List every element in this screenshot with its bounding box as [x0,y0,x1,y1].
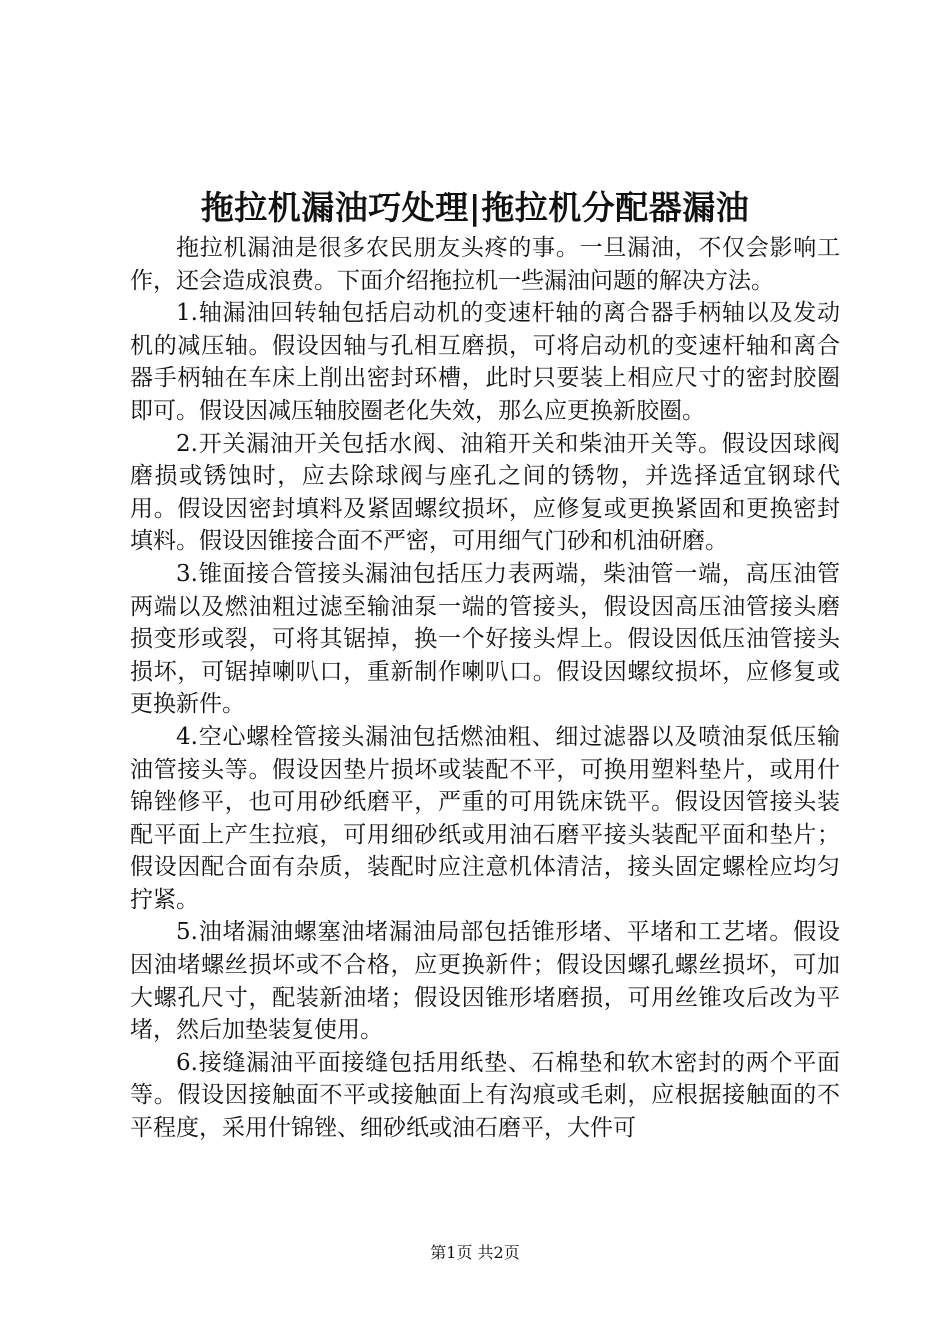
paragraph-shaft-leak: 1.轴漏油回转轴包括启动机的变速杆轴的离合器手柄轴以及发动机的减压轴。假设因轴与孔相互磨损，可将启动机的变速杆轴和离合器手柄轴在车床上削出密封环槽，此时只要装上相应尺寸的密封胶圈即可。假设因减压轴胶圈老化失效，那么应更换新胶圈。 [130,300,840,424]
paragraph-intro: 拖拉机漏油是很多农民朋友头疼的事。一旦漏油，不仅会影响工作，还会造成浪费。下面介绍拖拉机一些漏油问题的解决方法。 [130,235,840,294]
page-footer: 第1页 共2页 [430,1243,520,1262]
paragraph-plug-leak: 5.油堵漏油螺塞油堵漏油局部包括锥形堵、平堵和工艺堵。假设因油堵螺丝损坏或不合格，应更换新件；假设因螺孔螺丝损坏，可加大螺孔尺寸，配装新油堵；假设因锥形堵磨损，可用丝锥攻后改为平堵，然后加垫装复使用。 [130,919,840,1044]
paragraph-seam-leak: 6.接缝漏油平面接缝包括用纸垫、石棉垫和软木密封的两个平面等。假设因接触面不平或接触面上有沟痕或毛刺，应根据接触面的不平程度，采用什锦锉、细砂纸或油石磨平，大件可 [130,1049,840,1142]
paragraph-hollow-bolt-leak: 4.空心螺栓管接头漏油包括燃油粗、细过滤器以及喷油泵低压输油管接头等。假设因垫片损坏或装配不平，可换用塑料垫片，或用什锦锉修平，也可用砂纸磨平，严重的可用铣床铣平。假设因管接头装配平面上产生拉痕，可用细砂纸或用油石磨平接头装配平面和垫片；假设因配合面有杂质，装配时应注意机体清洁，接头固定螺栓应均匀拧紧。 [130,723,840,913]
document-title: 拖拉机漏油巧处理|拖拉机分配器漏油 [200,188,750,227]
paragraph-cone-joint-leak: 3.锥面接合管接头漏油包括压力表两端，柴油管一端，高压油管两端以及燃油粗过滤至输油泵一端的管接头，假设因高压油管接头磨损变形或裂，可将其锯掉，换一个好接头焊上。假设因低压油管接头损坏，可锯掉喇叭口，重新制作喇叭口。假设因螺纹损坏，应修复或更换新件。 [130,560,840,718]
paragraph-switch-leak: 2.开关漏油开关包括水阀、油箱开关和柴油开关等。假设因球阀磨损或锈蚀时，应去除球阀与座孔之间的锈物，并选择适宜钢球代用。假设因密封填料及紧固螺纹损坏，应修复或更换紧固和更换密封填料。假设因锥接合面不严密，可用细气门砂和机油研磨。 [130,430,840,555]
document-body [130,232,840,1145]
